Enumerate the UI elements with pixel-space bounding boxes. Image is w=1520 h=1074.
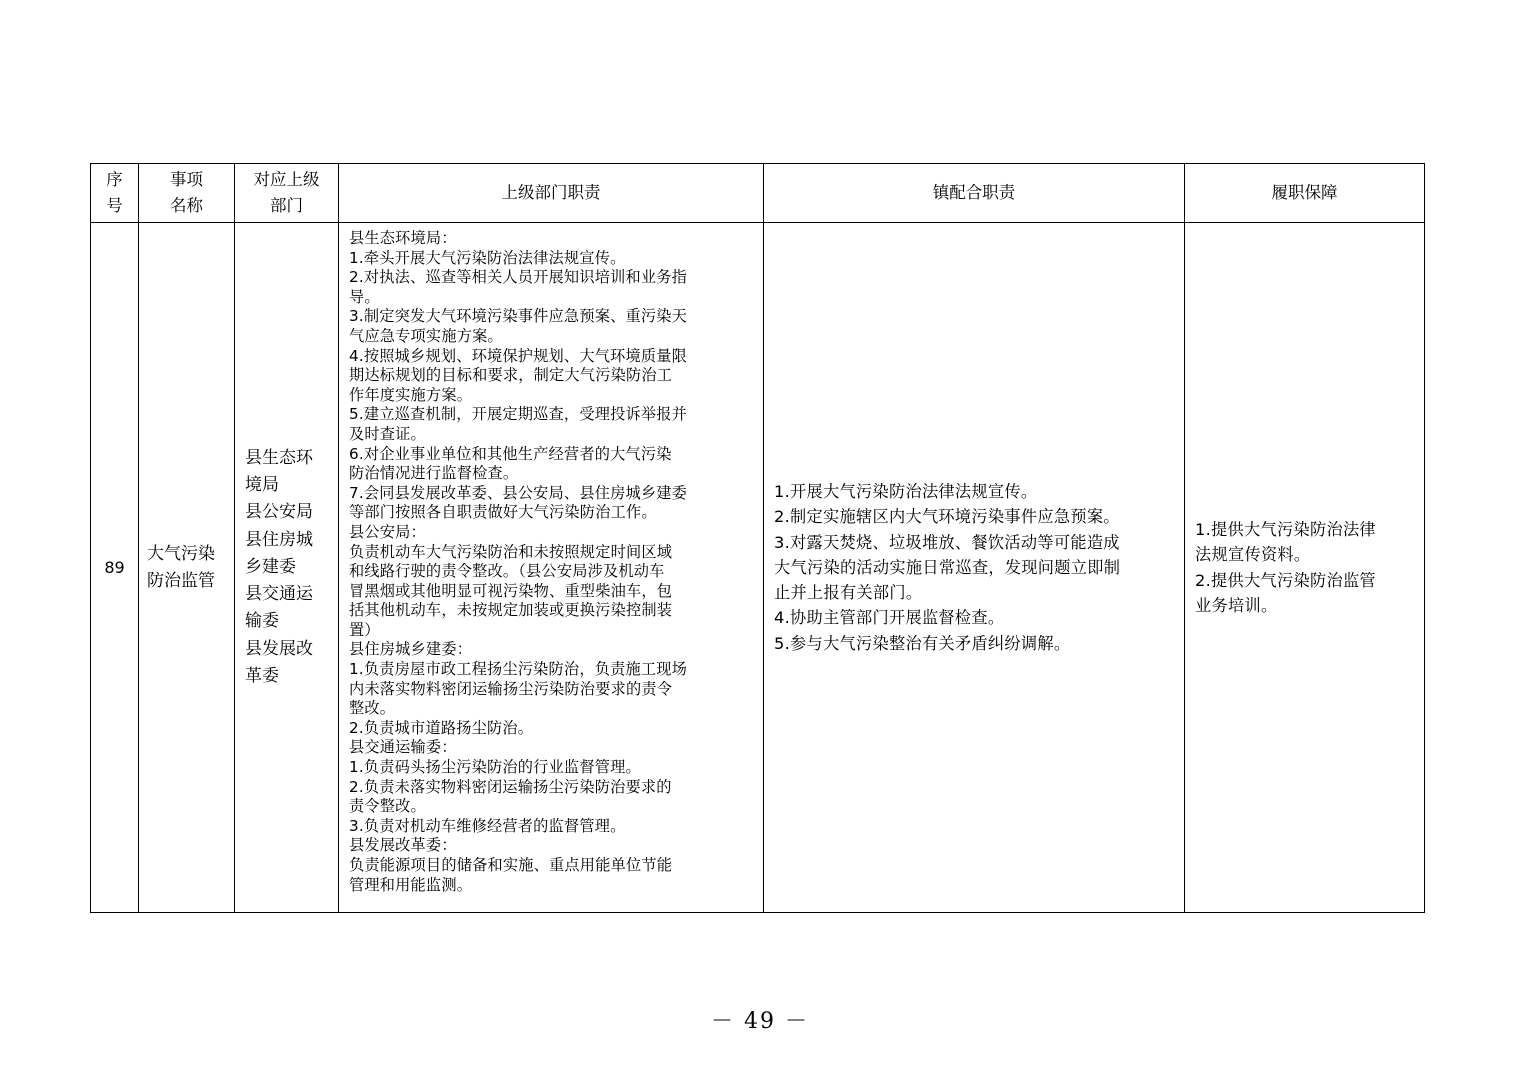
duty-table <box>90 163 1425 913</box>
header-superior-dept: 对应上级 部门 <box>235 164 339 223</box>
row-town-duties: 1.开展大气污染防治法律法规宣传。 2.制定实施辖区内大气环境污染事件应急预案。 3.对露天焚烧、垃圾堆放、餐饮活动等可能造成 大气污染的活动实施日常巡查，发现问题立即制 止并上报有关部门。 4.协助主管部门开展监督检查。 5.参与大气污染整治有关矛盾纠纷调解。 <box>764 223 1185 913</box>
page-number: － 49 － <box>711 1009 809 1034</box>
header-town-duties: 镇配合职责 <box>764 164 1185 223</box>
header-serial: 序 号 <box>91 164 139 223</box>
row-guarantee: 1.提供大气污染防治法律 法规宣传资料。 2.提供大气污染防治监管 业务培训。 <box>1185 223 1425 913</box>
header-item-name: 事项 名称 <box>139 164 235 223</box>
table-row <box>91 223 1425 913</box>
row-upper-duties: 县生态环境局： 1.牵头开展大气污染防治法律法规宣传。 2.对执法、巡查等相关人员开展知识培训和业务指 导。 3.制定突发大气环境污染事件应急预案、重污染天 气应急专项实施方案。 4.按照城乡规划、环境保护规划、大气环境质量限 期达标规划的目标和要求，制定大气污染防治工 作年度实施方案。 5.建立巡查机制，开展定期巡查，受理投诉举报并 及时查证。 6.对企业事业单位和其他生产经营者的大气污染 防治情况进行监督检查。 7.会同县发展改革委、县公安局、县住房城乡建委 等部门按照各自职责做好大气污染防治工作。 县公安局： 负责机动车大气污染防治和未按照规定时间区域 和线路行驶的责令整改。（县公安局涉及机动车 冒黑烟或其他明显可视污染物、重型柴油车，包 括其他机动车，未按规定加装或更换污染控制装 置） 县住房城乡建委： 1.负责房屋市政工程扬尘污染防治，负责施工现场 内未落实物料密闭运输扬尘污染防治要求的责令 整改。 2.负责城市道路扬尘防治。 县交通运输委： 1.负责码头扬尘污染防治的行业监督管理。 2.负责未落实物料密闭运输扬尘污染防治要求的 责令整改。 3.负责对机动车维修经营者的监督管理。 县发展改革委： 负责能源项目的储备和实施、重点用能单位节能 管理和用能监测。 <box>339 223 764 913</box>
row-item-name: 大气污染 防治监管 <box>139 223 235 913</box>
row-number: 89 <box>91 223 139 913</box>
header-guarantee: 履职保障 <box>1185 164 1425 223</box>
table-header-row <box>91 164 1425 223</box>
header-upper-duties: 上级部门职责 <box>339 164 764 223</box>
row-departments: 县生态环 境局 县公安局 县住房城 乡建委 县交通运 输委 县发展改 革委 <box>235 223 339 913</box>
